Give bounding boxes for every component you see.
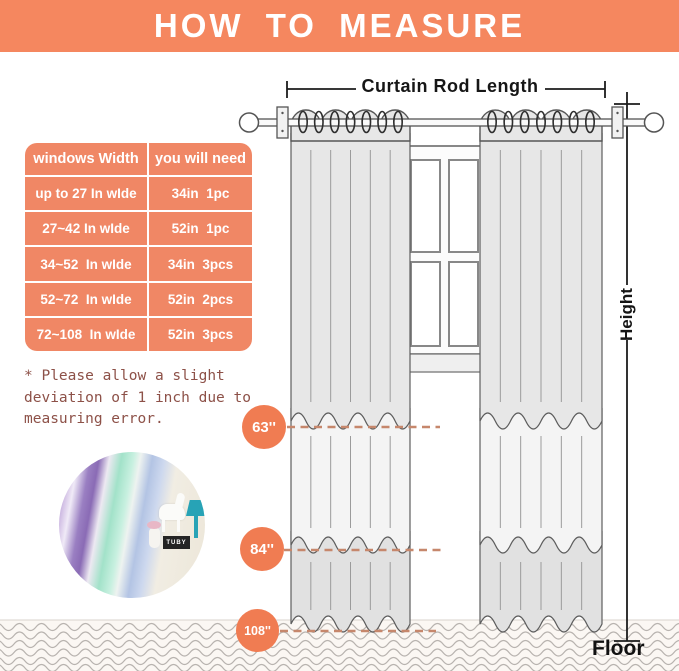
table-row [25, 245, 252, 280]
page-title: HOW TO MEASURE [0, 0, 679, 52]
height-label: Height [617, 288, 636, 342]
lamp-stem [194, 516, 198, 538]
you-will-need-cell: 34in 1pc [147, 177, 252, 210]
window-width-cell: up to 27 In wIde [35, 186, 137, 202]
note-line: measuring error. [24, 411, 164, 427]
floor-label: Floor [592, 637, 645, 660]
window-width-cell: 72~108 In wIde [36, 326, 136, 342]
note-line: deviation of 1 inch due to [24, 389, 251, 406]
window-width-cell: 27~42 In wIde [42, 221, 130, 237]
curtain-rod-length-label: Curtain Rod Length [361, 76, 539, 96]
length-marker-63in: 63'' [242, 405, 286, 449]
flower-vase [149, 528, 160, 548]
horse-figurine [159, 504, 185, 520]
you-will-need-cell: 52in 1pc [147, 212, 252, 245]
col-header-you-will-need: you will need [147, 143, 252, 175]
length-marker-84in: 84'' [240, 527, 284, 571]
curtain-product-photo [59, 452, 205, 598]
table-row [25, 316, 252, 351]
you-will-need-cell: 52in 3pcs [147, 318, 252, 351]
photo-sign: TUBY [163, 536, 190, 549]
you-will-need-cell: 34in 3pcs [147, 247, 252, 280]
lamp-icon [186, 500, 205, 516]
table-row [25, 175, 252, 210]
you-will-need-cell: 52in 2pcs [147, 283, 252, 316]
measurement-note [24, 366, 259, 431]
note-line: * Please allow a slight [24, 368, 225, 384]
size-table [25, 143, 252, 351]
col-header-windows-width: windows Width [33, 151, 139, 167]
length-marker-108in: 108'' [236, 609, 279, 652]
table-header-row [25, 143, 252, 175]
table-row [25, 210, 252, 245]
table-row [25, 281, 252, 316]
window-width-cell: 52~72 In wIde [40, 291, 132, 307]
window-width-cell: 34~52 In wIde [40, 256, 132, 272]
